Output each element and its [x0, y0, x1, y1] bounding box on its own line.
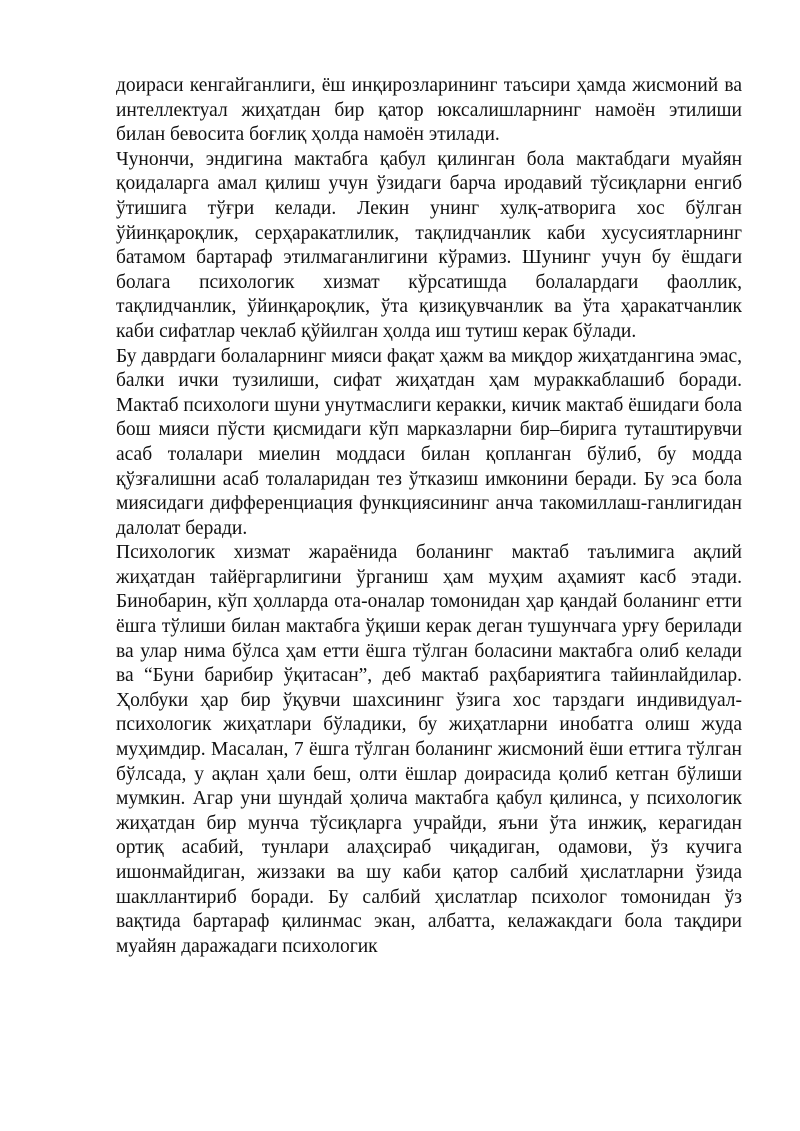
paragraph-4: Психологик хизмат жараёнида боланинг мактаб таълимига ақлий жиҳатдан тайёргарлигини ўрганиш ҳам муҳим аҳамият касб этади. Бинобарин, кўп ҳолларда ота-оналар томонидан ҳар қандай боланинг етти ёшга тўлиши билан мактабга ўқиши керак деган тушунчага урғу берилади ва улар нима бўлса ҳам етти ёшга тўлган боласини мактабга олиб келади ва “Буни барибир ўқитасан”, деб мактаб раҳбариятига тайинлайдилар. Ҳолбуки ҳар бир ўқувчи шахсининг ўзига хос тарздаги индивидуал-психологик жиҳатлари бўладики, бу жиҳатларни инобатга олиш жуда муҳимдир. Масалан, 7 ёшга тўлган боланинг жисмоний ёши еттига тўлган бўлсада, у ақлан ҳали беш, олти ёшлар доирасида қолиб кетган бўлиши мумкин. Агар уни шундай ҳолича мактабга қабул қилинса, у психологик жиҳатдан бир мунча тўсиқларга учрайди, яъни ўта инжиқ, керагидан ортиқ асабий, тунлари алаҳсираб чиқадиган, одамови, ўз кучига ишонмайдиган, жиззаки ва шу каби қатор салбий ҳислатларни ўзида шакллантириб боради. Бу салбий ҳислатлар психолог томонидан ўз вақтида бартараф қилинмас экан, албатта, келажакдаги бола тақдири муайян даражадаги психологик	[116, 542, 742, 957]
document-page	[116, 74, 742, 959]
paragraph-3: Бу даврдаги болаларнинг мияси фақат ҳажм ва миқдор жиҳатдангина эмас, балки ички тузилиши, сифат жиҳатдан ҳам мураккаблашиб боради. Мактаб психологи шуни унутмаслиги керакки, кичик мактаб ёшидаги бола бош мияси пўсти қисмидаги кўп марказларни бир–бирига туташтирувчи асаб толалари миелин моддаси билан қопланган бўлиб, бу модда қўзғалишни асаб толаларидан тез ўтказиш имконини беради. Бу эса бола миясидаги дифференциация функциясининг анча такомиллаш-ганлигидан далолат беради.	[116, 345, 742, 539]
paragraph-1: доираси кенгайганлиги, ёш инқирозларининг таъсири ҳамда жисмоний ва интеллектуал жиҳатдан бир қатор юксалишларнинг намоён этилиши билан бевосита боғлиқ ҳолда намоён этилади.	[116, 75, 742, 146]
paragraph-2: Чунончи, эндигина мактабга қабул қилинган бола мактабдаги муайян қоидаларга амал қилиш учун ўзидаги барча иродавий тўсиқларни енгиб ўтишига тўғри келади. Лекин унинг хулқ-атворига хос бўлган ўйинқароқлик, серҳаракатлилик, тақлидчанлик каби хусусиятларнинг батамом бартараф этилмаганлигини кўрамиз. Шунинг учун бу ёшдаги болага психологик хизмат кўрсатишда болалардаги фаоллик, тақлидчанлик, ўйинқароқлик, ўта қизиқувчанлик ва ўта ҳаракатчанлик каби сифатлар чеклаб қўйилган ҳолда иш тутиш керак бўлади.	[116, 148, 742, 342]
